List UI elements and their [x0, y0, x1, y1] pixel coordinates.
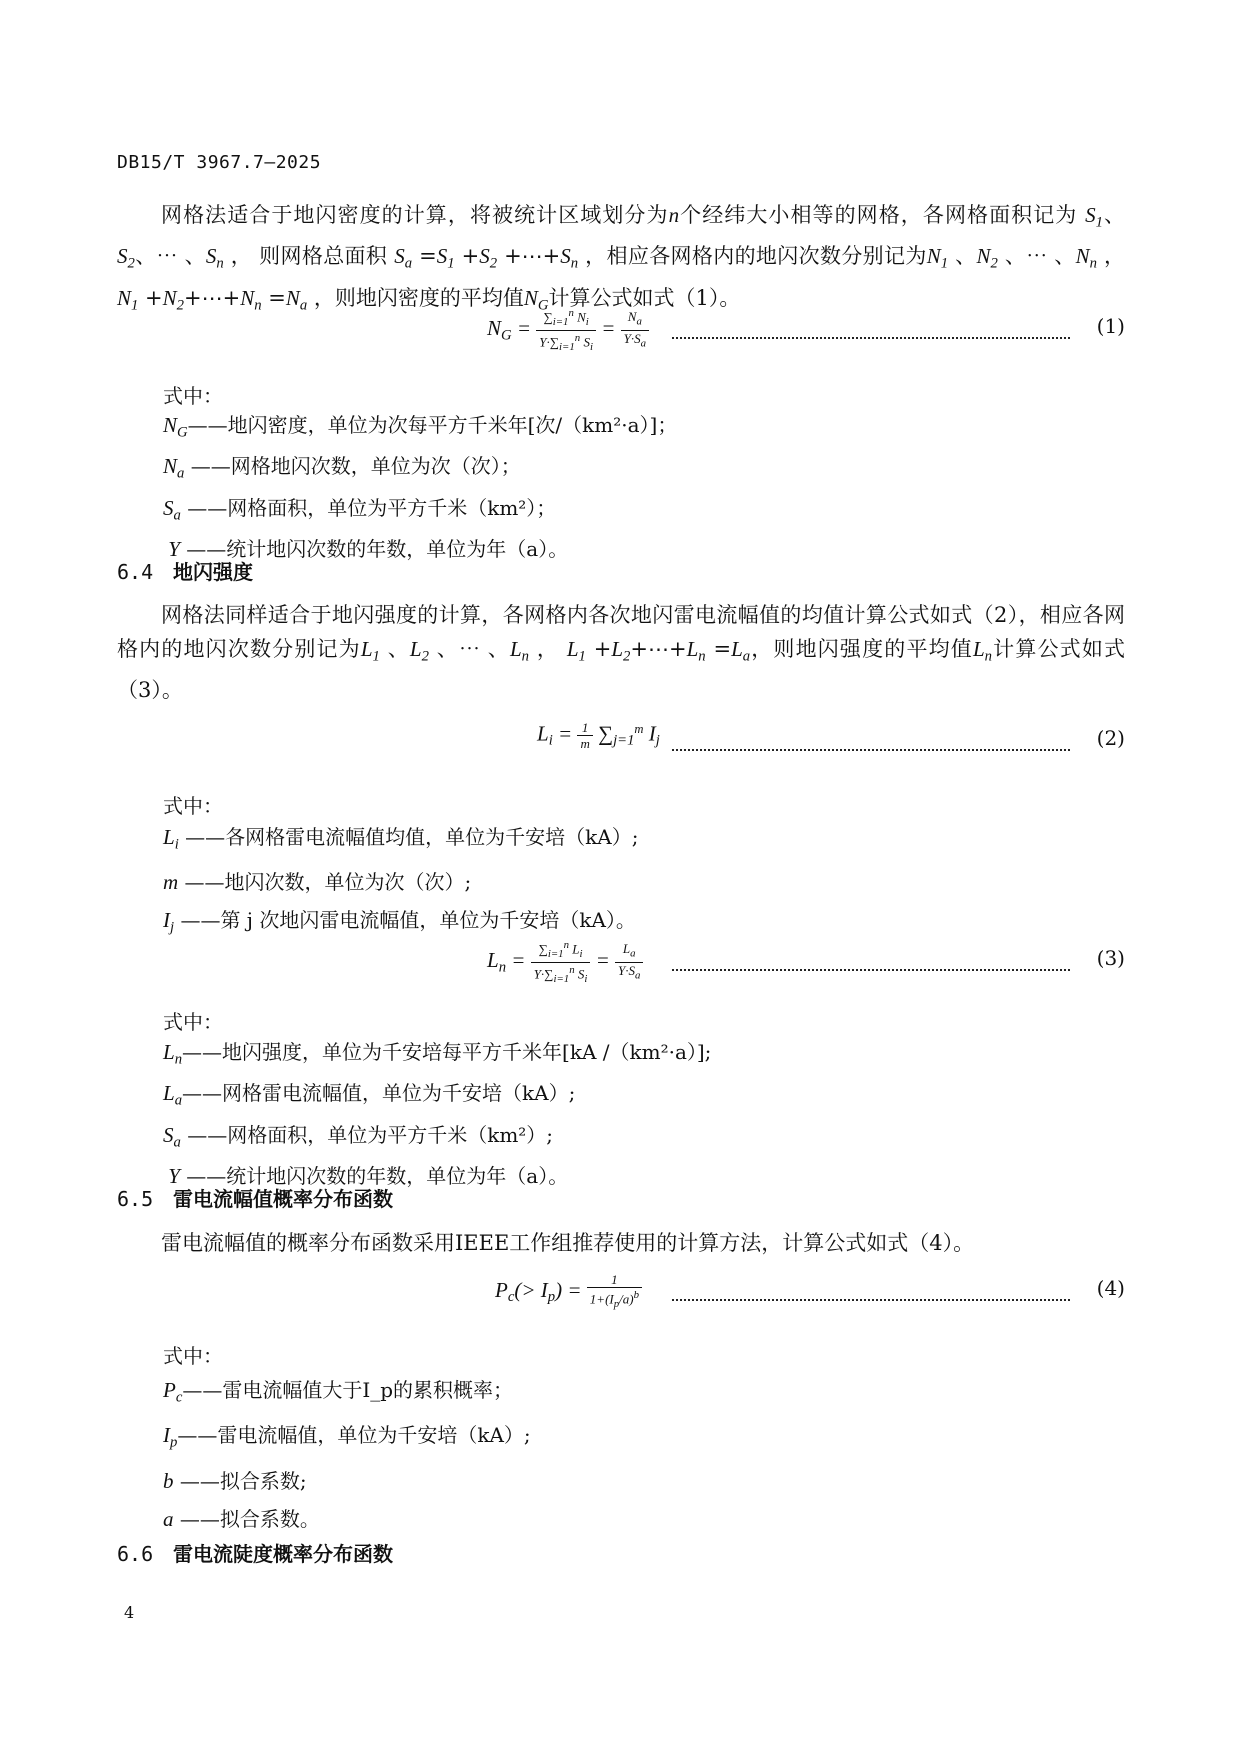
definition-item: $I_p——$雷电流幅值，单位为千安培（kA）; — [163, 1423, 531, 1451]
where-label-3: 式中： — [163, 1010, 223, 1034]
section-6-5-paragraph: 雷电流幅值的概率分布函数采用IEEE工作组推荐使用的计算方法，计算公式如式（4）。 — [161, 1231, 975, 1255]
definition-item: m ——地闪次数，单位为次（次）; — [163, 870, 472, 895]
page-number: 4 — [124, 1603, 135, 1622]
equation-4: $P_c(> I_p)$ = $\frac{1}{1+(I_p/a)^b}$ (4) — [495, 1272, 1125, 1310]
definitions-1 — [163, 408, 677, 566]
definition-item: b ——拟合系数; — [163, 1468, 307, 1493]
definition-item: Y ——统计地闪次数的年数，单位为年（a）。 — [163, 1164, 569, 1189]
where-label-4: 式中： — [163, 1344, 223, 1368]
definition-item: $S_a$ ——网格面积，单位为平方千米（km²）; — [163, 1122, 554, 1151]
intro-paragraph: 网格法适合于地闪密度的计算，将被统计区域划分为n个经纬大小相等的网格，各网格面积记为 $S_1$、$S_2$、⋯ 、$S_n$ ， 则网格总面积 $S_a =S_1 +S_2$ $+\cdots+S_n$ ，相应各网格内的地闪次数分别记为$N_1$ 、$N_2$ 、⋯ 、$N_n$ ， $N_1$ $+N_2+\cdots+N_n =N_a$ ，则地闪密度的平均值$N_G$计算公式如式（1）。 — [117, 203, 1126, 314]
definition-item: $S_a$ ——网格面积，单位为平方千米（km²）； — [163, 495, 557, 524]
equation-1: $N_G$ = $\frac{\sum_{i=1}^n N_i}{Y\cdot\sum_{i=1}^n S_i}$ = $\frac{N_a}{Y\cdot S_a}$ (1) — [487, 307, 1125, 353]
where-label-1: 式中： — [163, 384, 223, 408]
definitions-4 — [163, 1371, 531, 1538]
definition-item: $N_a$ ——网格地闪次数，单位为次（次）； — [163, 454, 521, 482]
definition-item: $L_a——$网格雷电流幅值，单位为千安培（kA）; — [163, 1081, 576, 1109]
section-heading-6-6: 6.6 雷电流陡度概率分布函数 — [117, 1542, 393, 1566]
definition-item: $L_n——$地闪强度，单位为千安培每平方千米年[kA /（km²·a）]; — [163, 1040, 712, 1068]
definition-item: a ——拟合系数。 — [163, 1506, 320, 1531]
definitions-3 — [163, 1035, 711, 1193]
definition-item: $L_i$ ——各网格雷电流幅值均值，单位为千安培（kA）; — [163, 825, 639, 853]
equation-3: $L_n$ = $\frac{\sum_{i=1}^n L_i}{Y\cdot\sum_{i=1}^n S_i}$ = $\frac{L_a}{Y\cdot S_a}$ (3) — [487, 939, 1125, 985]
section-heading-6-5: 6.5 雷电流幅值概率分布函数 — [117, 1187, 393, 1211]
where-label-2: 式中： — [163, 794, 223, 818]
equation-2: $L_i$ = $\frac{1}{m}$ $\sum_{j=1}^m$ $I_j$ (2) — [537, 720, 1125, 751]
document-code: DB15/T 3967.7—2025 — [117, 152, 322, 173]
section-heading-6-4: 6.4 地闪强度 — [117, 560, 253, 584]
section-6-4-paragraph: 网格法同样适合于地闪强度的计算，各网格内各次地闪雷电流幅值的均值计算公式如式（2），相应各网格内的地闪次数分别记为$L_1$ 、$L_2$ 、⋯ 、$L_n$ ， $L_1$ $+L_2+\cdots+L_n =L_a$，则地闪强度的平均值$L_n$计算公式如式（3）。 — [117, 603, 1125, 703]
definition-item: $P_c——$雷电流幅值大于I_p的累积概率； — [163, 1378, 514, 1406]
definition-item: $I_j$ ——第 j 次地闪雷电流幅值，单位为千安培（kA）。 — [163, 908, 636, 936]
definition-item: Y ——统计地闪次数的年数，单位为年（a）。 — [163, 537, 569, 562]
definition-item: $N_G——$地闪密度，单位为次每平方千米年[次/（km²·a）]； — [163, 413, 678, 441]
definitions-2 — [163, 820, 638, 945]
